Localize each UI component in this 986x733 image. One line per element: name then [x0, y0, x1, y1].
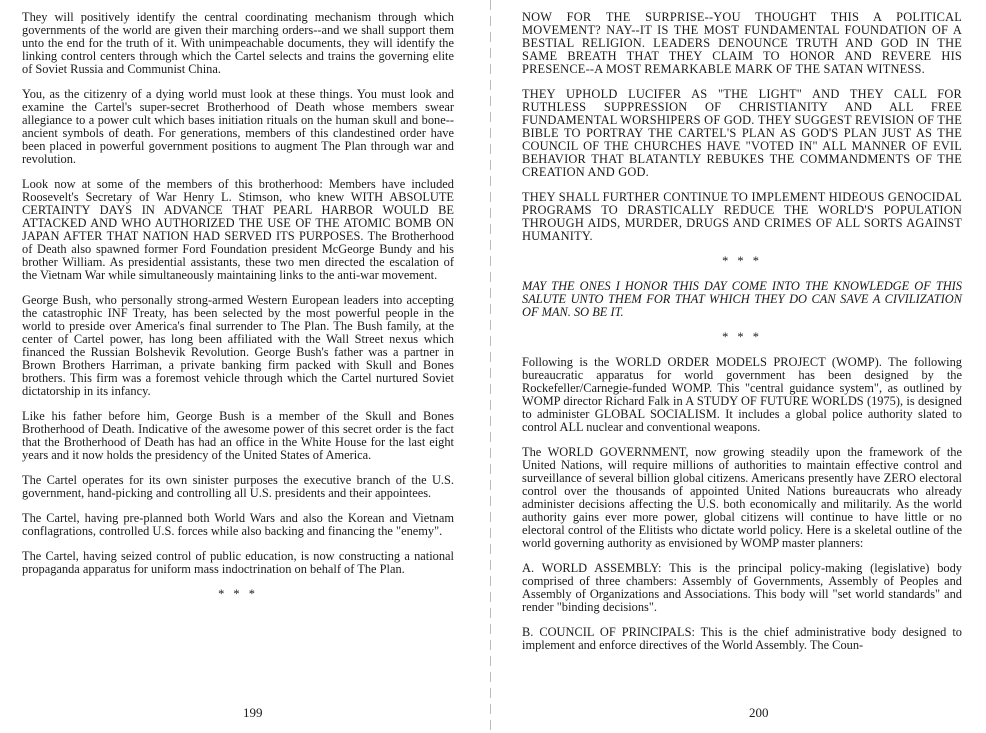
caps-paragraph: THEY SHALL FURTHER CONTINUE TO IMPLEMENT HIDEOUS GENOCIDAL PROGRAMS TO DRASTICALLY REDUCE THE WORLD'S POPULATION THROUGH AIDS, MURDER, DRUGS AND CRIMES OF ALL SORTS AGAINST HUMANITY. — [522, 190, 962, 243]
paragraph: The Cartel, having seized control of public education, is now constructing a national propaganda apparatus for uniform mass indoctrination on behalf of The Plan. — [22, 549, 454, 576]
page-number: 200 — [749, 705, 769, 720]
italic-paragraph: MAY THE ONES I HONOR THIS DAY COME INTO THE KNOWLEDGE OF THIS SALUTE UNTO THEM FOR THAT WHICH THEY DO CAN SAVE A CIVILIZATION OF MAN. SO BE IT. — [522, 279, 962, 319]
paragraph: George Bush, who personally strong-armed Western European leaders into accepting the catastrophic INF Treaty, has been selected by the most powerful people in the world to preside over America's final surrender to The Plan. The Bush family, at the center of Cartel power, has long been affiliated with the Wall Street nexus which financed the Russian Bolshevik Revolution. George Bush's father was a partner in Brown Brothers Harriman, a private banking firm packed with Skull and Bones brothers. This firm was a foremost vehicle through which the Cartel nurtured Soviet dictatorship in its infancy. — [22, 293, 454, 398]
caps-paragraph: NOW FOR THE SURPRISE--YOU THOUGHT THIS A POLITICAL MOVEMENT? NAY--IT IS THE MOST FUNDAMENTAL FOUNDATION OF A BESTIAL RELIGION. LEADERS DENOUNCE TRUTH AND GOD IN THE SAME BREATH THAT THEY CLAIM TO HONOR AND REVERE HIS PRESENCE--A MOST REMARKABLE MARK OF THE SATAN WITNESS. — [522, 10, 962, 76]
paragraph: B. COUNCIL OF PRINCIPALS: This is the chief administrative body designed to implement and enforce directives of the World Assembly. The Coun- — [522, 625, 962, 652]
paragraph: Like his father before him, George Bush is a member of the Skull and Bones Brotherhood of Death. Indicative of the awesome power of this secret order is the fact that the Brotherhood of Death has had an office in the White House for the last eight years and it now holds the presidency of the United States of America. — [22, 409, 454, 462]
page-gutter — [490, 0, 491, 733]
paragraph: The WORLD GOVERNMENT, now growing steadily upon the framework of the United Nations, will require millions of authorities to maintain effective control and surveillance of several billion global citizens. Americans presently have ZERO electoral control over the thousands of appointed United Nations bureaucrats who already administer decisions affecting the U.S. both economically and militarily. As the world authority gains ever more power, global citizens will continue to have little or no electoral control of the Elitists who dictate world policy. Here is a skeletal outline of the world governing authority as envisioned by WOMP master planners: — [522, 445, 962, 550]
paragraph: A. WORLD ASSEMBLY: This is the principal policy-making (legislative) body comprised of three chambers: Assembly of Governments, Assembly of Peoples and Assembly of Organizations and Associations. This body will "set world standards" and render "binding decisions". — [522, 561, 962, 614]
right-page-text — [522, 11, 962, 664]
paragraph: Look now at some of the members of this brotherhood: Members have included Roosevelt's Secretary of War Henry L. Stimson, who knew WITH ABSOLUTE CERTAINTY DAYS IN ADVANCE THAT PEARL HARBOR WOULD BE ATTACKED AND WHO AUTHORIZED THE USE OF THE ATOMIC BOMB ON JAPAN AFTER THAT NATION HAD SERVED ITS PURPOSES. The Brotherhood of Death also spawned former Ford Foundation president McGeorge Bundy and his brother William. As presidential assistants, these two men directed the escalation of the Vietnam War while simultaneously maintaining links to the anti-war movement. — [22, 177, 454, 282]
section-separator: * * * — [722, 254, 762, 268]
section-separator: * * * — [722, 330, 762, 344]
paragraph: The Cartel operates for its own sinister purposes the executive branch of the U.S. government, hand-picking and controlling all U.S. presidents and their appointees. — [22, 473, 454, 500]
left-page-text — [22, 11, 454, 613]
paragraph: They will positively identify the central coordinating mechanism through which governments of the world are given their marching orders--and we shall support them unto the end for the truth of it. With unimpeachable documents, they will identify the linking control centers through which the Cartel selects and trains the governing elite of Soviet Russia and Communist China. — [22, 10, 454, 76]
right-page — [493, 0, 986, 733]
paragraph: Following is the WORLD ORDER MODELS PROJECT (WOMP). The following bureaucratic apparatus for world government has been designed by the Rockefeller/Carnegie-funded WOMP. This "central guidance system", as outlined by WOMP director Richard Falk in A STUDY OF FUTURE WORLDS (1975), is designed to administer GLOBAL SOCIALISM. It includes a global police authority slated to control ALL nuclear and conventional weapons. — [522, 355, 962, 434]
page-number: 199 — [243, 705, 263, 720]
paragraph: The Cartel, having pre-planned both World Wars and also the Korean and Vietnam conflagrations, controlled U.S. forces while also backing and financing the "enemy". — [22, 511, 454, 538]
caps-paragraph: THEY UPHOLD LUCIFER AS "THE LIGHT" AND THEY CALL FOR RUTHLESS SUPPRESSION OF CHRISTIANITY AND ALL FREE FUNDAMENTAL WORSHIPERS OF GOD. THEY SUGGEST REVISION OF THE BIBLE TO PORTRAY THE CARTEL'S PLAN AS GOD'S PLAN JUST AS THE COUNCIL OF THE CHURCHES HAVE "VOTED IN" ALL MANNER OF EVIL BEHAVIOR THAT BLATANTLY REBUKES THE COMMANDMENTS OF THE CREATION AND GOD. — [522, 87, 962, 179]
section-separator: * * * — [218, 587, 258, 601]
paragraph: You, as the citizenry of a dying world must look at these things. You must look and examine the Cartel's super-secret Brotherhood of Death whose members swear allegiance to a power cult which bases initiation rituals on the human skull and bone--ancient symbols of death. For generations, members of this clandestined order have been placed in powerful government positions to augment The Plan through war and revolution. — [22, 87, 454, 166]
